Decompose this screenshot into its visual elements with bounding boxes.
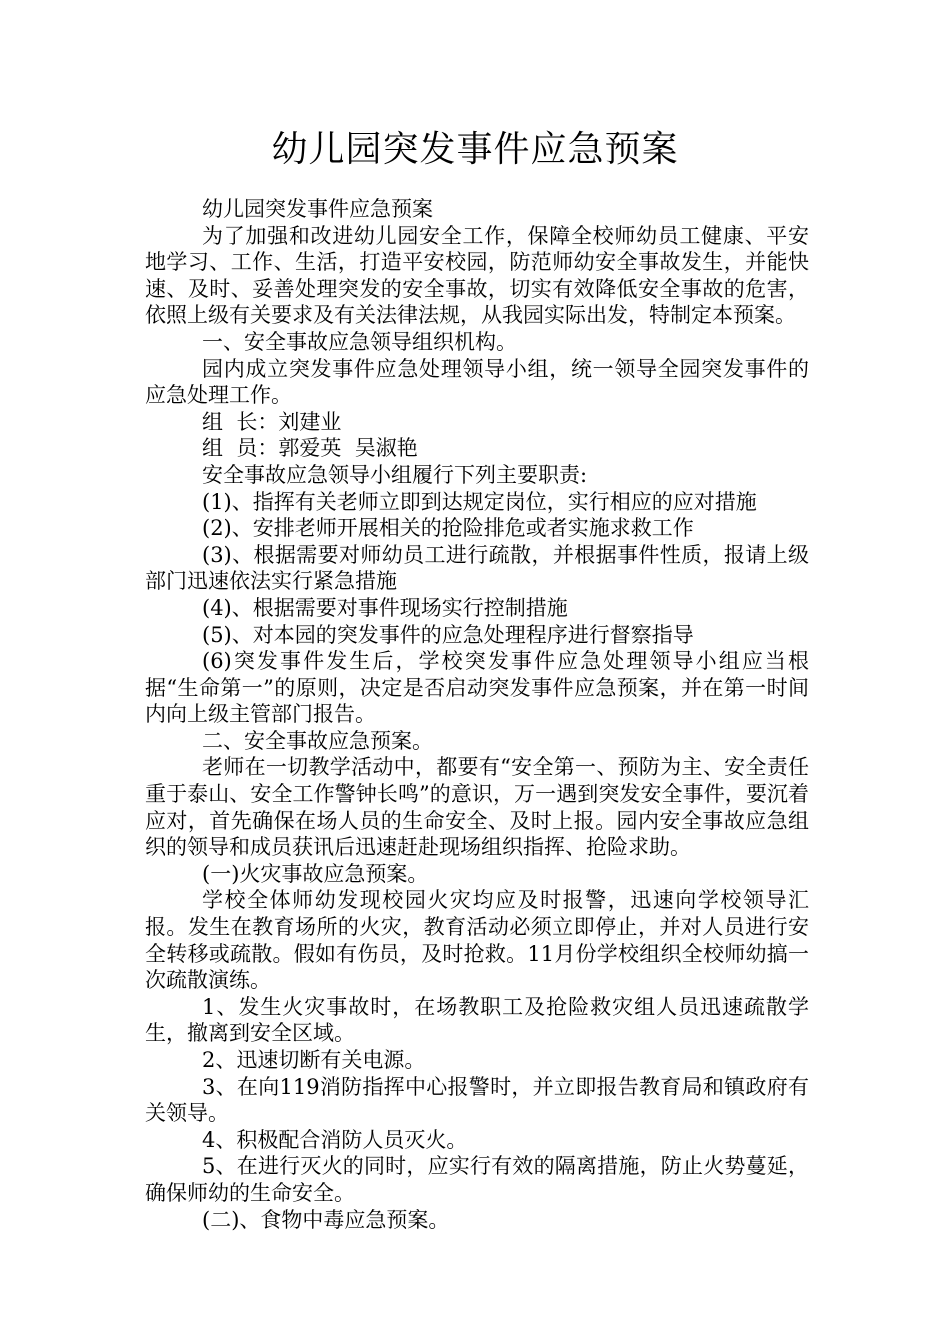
paragraph: 老师在一切教学活动中，都要有“安全第一、预防为主、安全责任重于泰山、安全工作警钟长鸣”的意识，万一遇到突发安全事件，要沉着应对，首先确保在场人员的生命安全、及时上报。园内安全事故应急组织的领导和成员获讯后迅速赶赴现场组织指挥、抢险求助。 [145,755,809,860]
subsection-heading: (一)火灾事故应急预案。 [202,861,429,886]
paragraph: 组 长：刘建业 [202,409,342,434]
section-heading: 二、安全事故应急预案。 [202,728,433,753]
subsection-heading: (二)、食物中毒应急预案。 [202,1207,450,1232]
document-body [145,196,809,1233]
list-item: (6)突发事件发生后，学校突发事件应急处理领导小组应当根据“生命第一”的原则，决定是否启动突发事件应急预案，并在第一时间内向上级主管部门报告。 [145,649,809,727]
document-title: 幼儿园突发事件应急预案 [271,129,679,170]
list-item: (4)、根据需要对事件现场实行控制措施 [202,595,568,620]
paragraph: 学校全体师幼发现校园火灾均应及时报警，迅速向学校领导汇报。发生在教育场所的火灾，教育活动必须立即停止，并对人员进行安全转移或疏散。假如有伤员，及时抢救。11月份学校组织全校师幼搞一次疏散演练。 [145,888,809,993]
list-item: 5、在进行灭火的同时，应实行有效的隔离措施，防止火势蔓延，确保师幼的生命安全。 [145,1154,809,1205]
list-item: (5)、对本园的突发事件的应急处理程序进行督察指导 [202,622,694,647]
paragraph: 为了加强和改进幼儿园安全工作，保障全校师幼员工健康、平安地学习、工作、生活，打造平安校园，防范师幼安全事故发生，并能快速、及时、妥善处理突发的安全事故，切实有效降低安全事故的危害，依照上级有关要求及有关法律法规，从我园实际出发，特制定本预案。 [145,223,809,328]
list-item: 4、积极配合消防人员灭火。 [202,1127,468,1152]
list-item: 2、迅速切断有关电源。 [202,1048,426,1072]
list-item: (2)、安排老师开展相关的抢险排危或者实施求救工作 [202,516,694,541]
paragraph: 安全事故应急领导小组履行下列主要职责: [202,462,588,487]
list-item: 3、在向119消防指挥中心报警时，并立即报告教育局和镇政府有关领导。 [145,1074,809,1126]
paragraph: 组 员：郭爱英 吴淑艳 [202,436,418,461]
list-item: (3)、根据需要对师幼员工进行疏散，并根据事件性质，报请上级部门迅速依法实行紧急措施 [145,542,809,594]
section-heading: 一、安全事故应急领导组织机构。 [202,329,517,354]
list-item: (1)、指挥有关老师立即到达规定岗位，实行相应的应对措施 [202,489,757,514]
paragraph: 园内成立突发事件应急处理领导小组，统一领导全园突发事件的应急处理工作。 [145,356,809,408]
list-item: 1、发生火灾事故时，在场教职工及抢险救灾组人员迅速疏散学生，撤离到安全区域。 [145,994,809,1046]
paragraph: 幼儿园突发事件应急预案 [202,197,433,221]
